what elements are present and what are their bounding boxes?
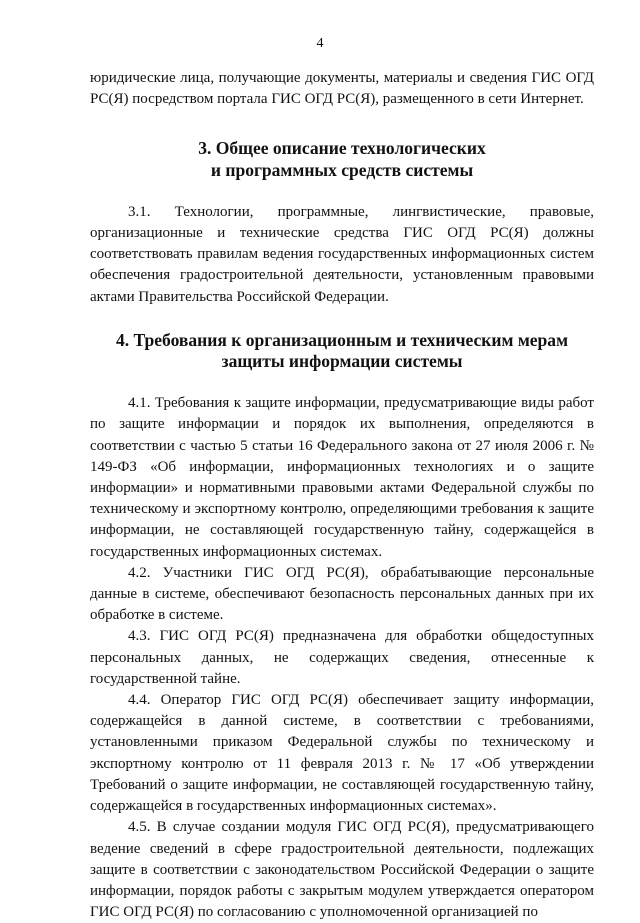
- section-4-heading-line-1: 4. Требования к организационным и техническим мерам: [115, 329, 569, 350]
- section-4-heading: [90, 330, 594, 372]
- section-3-heading-line-1: 3. Общее описание технологических: [198, 138, 486, 159]
- paragraph-3-1: 3.1. Технологии, программные, лингвистические, правовые, организационные и технические средства ГИС ОГД РС(Я) должны соответствовать правилам ведения государственных информационных систем обеспечения градостроительной деятельности, установленным правовыми актами Правительства Российской Федерации.: [90, 203, 594, 305]
- document-body: [90, 68, 594, 923]
- page-number: 4: [316, 36, 324, 51]
- intro-paragraph: юридические лица, получающие документы, материалы и сведения ГИС ОГД РС(Я) посредством портала ГИС ОГД РС(Я), размещенного в сети Интернет.: [90, 70, 594, 108]
- section-3-heading: [90, 138, 594, 180]
- paragraph-4-3: 4.3. ГИС ОГД РС(Я) предназначена для обработки общедоступных персональных данных, не содержащих сведения, отнесенные к государственной тайне.: [90, 628, 594, 687]
- section-3-heading-line-2: и программных средств системы: [210, 159, 474, 180]
- paragraph-4-1: 4.1. Требования к защите информации, предусматривающие виды работ по защите информации и порядок их выполнения, определяются в соответствии с частью 5 статьи 16 Федерального закона от 27 июля 2006 г. № 149-ФЗ «Об информации, информационных технологиях и о защите информации» и нормативными правовыми актами Федеральной службы по техническому и экспортному контролю, определяющими требования к защите информации, не составляющей государственную тайну, содержащейся в государственных информационных системах.: [90, 395, 594, 560]
- paragraph-4-2: 4.2. Участники ГИС ОГД РС(Я), обрабатывающие персональные данные в системе, обеспечивают безопасность персональных данных при их обработке в системе.: [90, 564, 594, 624]
- section-4-heading-line-2: защиты информации системы: [221, 351, 463, 372]
- paragraph-4-5: 4.5. В случае создании модуля ГИС ОГД РС(Я), предусматривающего ведение сведений в сфере градостроительной деятельности, подлежащих защите в соответствии с законодательством Российской Федерации о защите информации, порядок работы с закрытым модулем утверждается оператором ГИС ОГД РС(Я) по согласованию с уполномоченной организацией по: [90, 819, 594, 921]
- paragraph-4-4: 4.4. Оператор ГИС ОГД РС(Я) обеспечивает защиту информации, содержащейся в данной системе, в соответствии с требованиями, установленными приказом Федеральной службы по техническому и экспортному контролю от 11 февраля 2013 г. № 17 «Об утверждении Требований о защите информации, не составляющей государственную тайну, содержащейся в государственных информационных системах».: [90, 692, 594, 815]
